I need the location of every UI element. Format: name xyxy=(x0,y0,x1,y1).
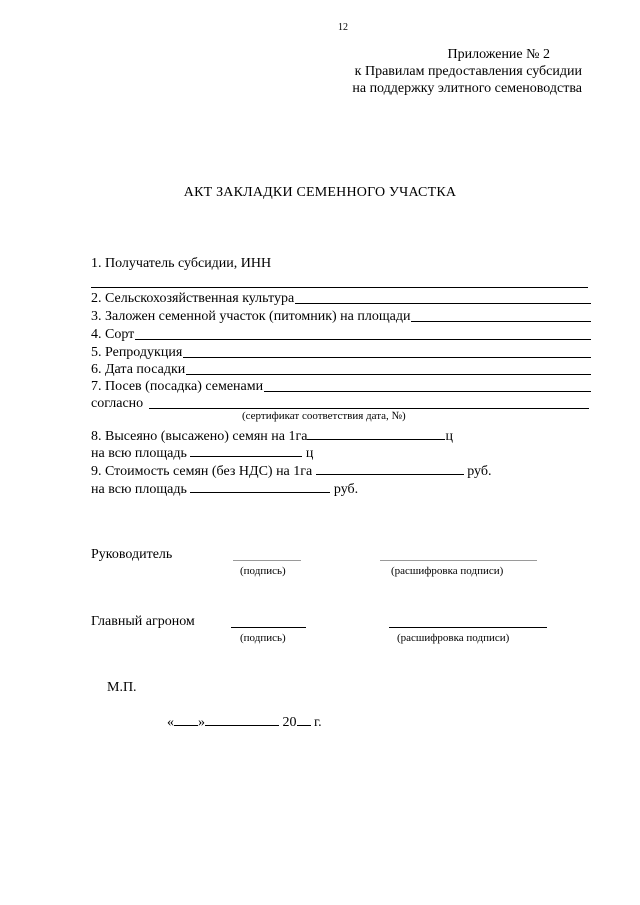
agronomist-signature-caption: (подпись) xyxy=(240,632,286,644)
field-9-unit: руб. xyxy=(467,464,492,479)
agronomist-decode-line[interactable] xyxy=(389,627,547,628)
appendix-number: Приложение № 2 xyxy=(447,47,550,62)
field-8-total-blank-line[interactable] xyxy=(190,444,302,457)
field-9-total-label: на всю площадь xyxy=(91,482,187,497)
field-1-label: 1. Получатель субсидии, ИНН xyxy=(91,256,272,271)
field-5-blank-line[interactable] xyxy=(183,356,591,358)
field-2-blank-line[interactable] xyxy=(295,302,591,304)
head-decode-line[interactable] xyxy=(380,560,537,561)
field-6-row[interactable] xyxy=(91,360,591,378)
field-9-row xyxy=(91,462,492,480)
field-4-blank-line[interactable] xyxy=(135,338,591,340)
field-2-row[interactable] xyxy=(91,289,591,307)
field-7-blank-line[interactable] xyxy=(264,390,591,392)
field-9-total-row xyxy=(91,480,358,498)
agronomist-decode-caption: (расшифровка подписи) xyxy=(397,632,510,644)
field-4-label: 4. Сорт xyxy=(91,327,135,342)
field-7-certificate-blank-line[interactable] xyxy=(149,407,589,409)
date-row xyxy=(167,713,322,731)
field-9-total-blank-line[interactable] xyxy=(190,480,330,493)
field-7-label: 7. Посев (посадка) семенами xyxy=(91,379,264,394)
field-7-certificate-caption: (сертификат соответствия дата, №) xyxy=(242,410,406,422)
field-8-total-row xyxy=(91,444,313,462)
date-year-prefix: 20 xyxy=(282,715,297,730)
date-year-blank[interactable] xyxy=(297,713,311,726)
field-6-label: 6. Дата посадки xyxy=(91,362,186,377)
field-8-row xyxy=(91,427,453,445)
agronomist-label: Главный агроном xyxy=(91,614,195,629)
date-close-quote: » xyxy=(198,715,205,730)
appendix-purpose-line: на поддержку элитного семеноводства xyxy=(352,81,582,96)
field-4-row[interactable] xyxy=(91,325,591,343)
field-9-label: 9. Стоимость семян (без НДС) на 1га xyxy=(91,464,313,479)
field-1-blank-line[interactable] xyxy=(91,287,588,288)
field-5-label: 5. Репродукция xyxy=(91,345,183,360)
field-2-label: 2. Сельскохозяйственная культура xyxy=(91,291,295,306)
field-3-row[interactable] xyxy=(91,307,591,325)
field-8-unit: ц xyxy=(445,429,453,444)
field-6-blank-line[interactable] xyxy=(186,373,591,375)
date-day-blank[interactable] xyxy=(174,713,198,726)
field-9-blank-line[interactable] xyxy=(316,462,464,475)
field-7-row[interactable] xyxy=(91,377,591,395)
field-3-blank-line[interactable] xyxy=(411,320,591,322)
head-decode-caption: (расшифровка подписи) xyxy=(391,565,504,577)
field-8-label: 8. Высеяно (высажено) семян на 1га xyxy=(91,429,308,444)
agronomist-signature-line[interactable] xyxy=(231,627,306,628)
field-9-total-unit: руб. xyxy=(333,482,359,497)
date-open-quote: « xyxy=(167,715,174,730)
field-8-blank-line[interactable] xyxy=(307,427,445,440)
head-signature-line[interactable] xyxy=(233,560,301,561)
field-3-label: 3. Заложен семенной участок (питомник) на площади xyxy=(91,309,411,324)
date-year-suffix: г. xyxy=(310,715,322,730)
appendix-rules-line: к Правилам предоставления субсидии xyxy=(354,64,582,79)
date-month-blank[interactable] xyxy=(205,713,279,726)
stamp-place: М.П. xyxy=(107,680,137,695)
page-number: 12 xyxy=(338,22,348,33)
field-7-according-label: согласно xyxy=(91,396,144,411)
document-title: АКТ ЗАКЛАДКИ СЕМЕННОГО УЧАСТКА xyxy=(183,185,457,200)
head-signature-caption: (подпись) xyxy=(240,565,286,577)
head-label: Руководитель xyxy=(91,547,173,562)
field-8-total-unit: ц xyxy=(305,446,314,461)
field-5-row[interactable] xyxy=(91,343,591,361)
field-8-total-label: на всю площадь xyxy=(91,446,187,461)
